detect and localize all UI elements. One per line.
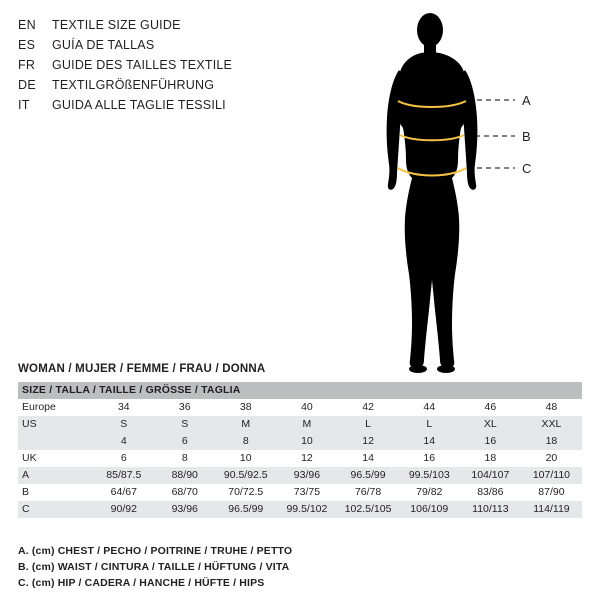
- row-label: Europe: [18, 399, 93, 416]
- note-chest: A. (cm) CHEST / PECHO / POITRINE / TRUHE / PETTO: [18, 545, 293, 557]
- cell: M: [276, 416, 337, 433]
- language-row: [18, 16, 318, 35]
- row-label: C: [18, 501, 93, 518]
- cell: 12: [337, 433, 398, 450]
- cell: 20: [521, 450, 582, 467]
- cell: 34: [93, 399, 154, 416]
- cell: L: [337, 416, 398, 433]
- table-row: [18, 467, 582, 484]
- note-waist: B. (cm) WAIST / CINTURA / TAILLE / HÜFTUNG / VITA: [18, 561, 290, 573]
- row-label: US: [18, 416, 93, 433]
- table-row: [18, 501, 582, 518]
- cell: 96.5/99: [215, 501, 276, 518]
- language-code: EN: [18, 18, 36, 32]
- cell: 110/113: [460, 501, 521, 518]
- table-row: [18, 399, 582, 416]
- female-silhouette-figure: [358, 8, 588, 378]
- cell: XL: [460, 416, 521, 433]
- table-row: [18, 450, 582, 467]
- cell: 44: [399, 399, 460, 416]
- cell: 10: [276, 433, 337, 450]
- cell: 8: [215, 433, 276, 450]
- language-code: DE: [18, 78, 36, 92]
- cell: L: [399, 416, 460, 433]
- language-title: TEXTILE SIZE GUIDE: [52, 18, 181, 32]
- language-title: GUIDA ALLE TAGLIE TESSILI: [52, 98, 226, 112]
- cell: 36: [154, 399, 215, 416]
- row-label: B: [18, 484, 93, 501]
- cell: 76/78: [337, 484, 398, 501]
- cell: 85/87.5: [93, 467, 154, 484]
- cell: 93/96: [276, 467, 337, 484]
- row-label: UK: [18, 450, 93, 467]
- cell: M: [215, 416, 276, 433]
- cell: 6: [154, 433, 215, 450]
- cell: 48: [521, 399, 582, 416]
- cell: 114/119: [521, 501, 582, 518]
- cell: 18: [521, 433, 582, 450]
- cell: 68/70: [154, 484, 215, 501]
- cell: 96.5/99: [337, 467, 398, 484]
- table-row: [18, 433, 582, 450]
- cell: 107/110: [521, 467, 582, 484]
- cell: 99.5/103: [399, 467, 460, 484]
- cell: 88/90: [154, 467, 215, 484]
- cell: 12: [276, 450, 337, 467]
- table-row: [18, 416, 582, 433]
- cell: 40: [276, 399, 337, 416]
- measurement-notes: [18, 543, 578, 591]
- cell: S: [93, 416, 154, 433]
- cell: 83/86: [460, 484, 521, 501]
- table-row: [18, 484, 582, 501]
- cell: 4: [93, 433, 154, 450]
- cell: 90/92: [93, 501, 154, 518]
- language-row: [18, 56, 318, 75]
- cell: 38: [215, 399, 276, 416]
- cell: 46: [460, 399, 521, 416]
- language-code: ES: [18, 38, 36, 52]
- marker-label-c: C: [522, 161, 532, 176]
- marker-label-b: B: [522, 129, 531, 144]
- cell: 10: [215, 450, 276, 467]
- cell: 6: [93, 450, 154, 467]
- cell: 73/75: [276, 484, 337, 501]
- table-header-cell: SIZE / TALLA / TAILLE / GRÖSSE / TAGLIA: [18, 382, 582, 399]
- size-table: [18, 382, 582, 518]
- cell: 64/67: [93, 484, 154, 501]
- cell: 99.5/102: [276, 501, 337, 518]
- cell: 16: [460, 433, 521, 450]
- gender-label: WOMAN / MUJER / FEMME / FRAU / DONNA: [18, 363, 266, 375]
- note-hip: C. (cm) HIP / CADERA / HANCHE / HÜFTE / HIPS: [18, 577, 265, 589]
- cell: 14: [337, 450, 398, 467]
- cell: 14: [399, 433, 460, 450]
- cell: 16: [399, 450, 460, 467]
- row-label: [18, 433, 93, 450]
- cell: 93/96: [154, 501, 215, 518]
- language-row: [18, 36, 318, 55]
- row-label: A: [18, 467, 93, 484]
- silhouette-icon: [358, 8, 588, 378]
- cell: 70/72.5: [215, 484, 276, 501]
- cell: 104/107: [460, 467, 521, 484]
- language-row: [18, 76, 318, 95]
- language-code: FR: [18, 58, 36, 72]
- language-row: [18, 96, 318, 115]
- cell: 87/90: [521, 484, 582, 501]
- cell: 18: [460, 450, 521, 467]
- table-header-row: [18, 382, 582, 399]
- cell: S: [154, 416, 215, 433]
- cell: 102.5/105: [337, 501, 398, 518]
- language-list: [18, 16, 318, 116]
- cell: 42: [337, 399, 398, 416]
- language-title: GUIDE DES TAILLES TEXTILE: [52, 58, 233, 72]
- language-title: TEXTILGRÖßENFÜHRUNG: [52, 78, 215, 92]
- cell: XXL: [521, 416, 582, 433]
- cell: 8: [154, 450, 215, 467]
- marker-label-a: A: [522, 93, 531, 108]
- cell: 106/109: [399, 501, 460, 518]
- language-title: GUÍA DE TALLAS: [52, 38, 155, 52]
- language-code: IT: [18, 98, 30, 112]
- cell: 90.5/92.5: [215, 467, 276, 484]
- cell: 79/82: [399, 484, 460, 501]
